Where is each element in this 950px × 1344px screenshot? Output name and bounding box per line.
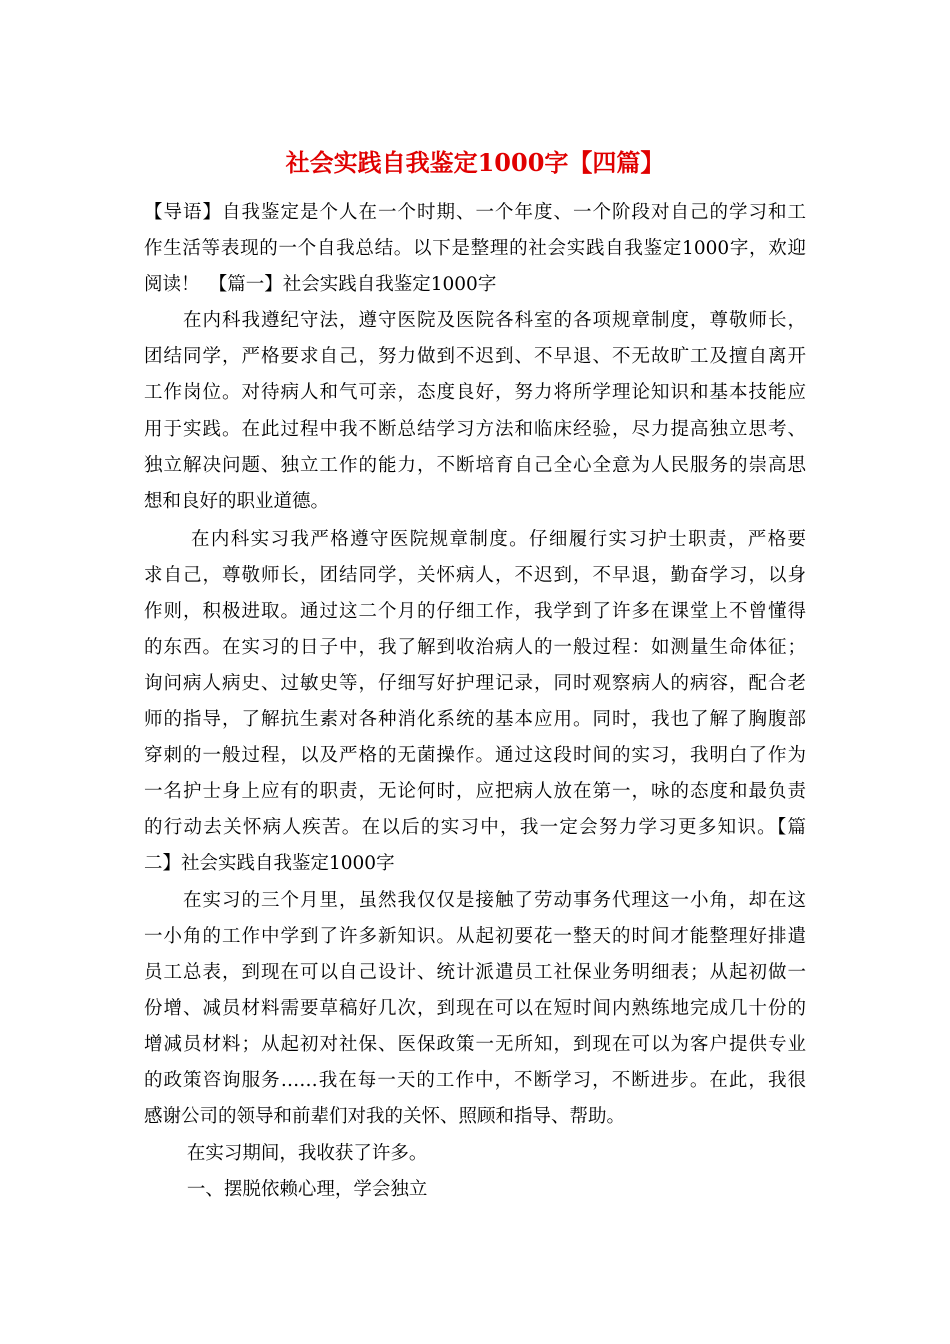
text-line: 份增、减员材料需要草稿好几次，到现在可以在短时间内熟练地完成几十份的 [144,998,806,1019]
text-line: 团结同学，严格要求自己，努力做到不迟到、不早退、不无故旷工及擅自离开 [144,346,806,367]
text-line: 求自己，尊敬师长，团结同学，关怀病人，不迟到，不早退，勤奋学习，以身 [144,565,806,586]
text-line: 想和良好的职业道德。 [144,491,330,512]
text-line: 在实习的三个月里，虽然我仅仅是接触了劳动事务代理这一小角，却在这 [144,890,806,911]
text-line: 的政策咨询服务……我在每一天的工作中，不断学习，不断进步。在此，我很 [144,1070,806,1091]
text-line: 一名护士身上应有的职责，无论何时，应把病人放在第一，咏的态度和最负责 [144,781,806,802]
text-line: 工作岗位。对待病人和气可亲，态度良好，努力将所学理论知识和基本技能应 [144,382,806,403]
text-line: 感谢公司的领导和前辈们对我的关怀、照顾和指导、帮助。 [144,1106,626,1127]
text-line: 员工总表，到现在可以自己设计、统计派遣员工社保业务明细表；从起初做一 [144,962,806,983]
text-line: 在实习期间，我收获了许多。 [144,1143,428,1164]
text-line: 在内科我遵纪守法，遵守医院及医院各科室的各项规章制度，尊敬师长， [144,310,806,331]
text-line: 穿刺的一般过程，以及严格的无菌操作。通过这段时间的实习，我明白了作为 [144,745,806,766]
text-line: 一小角的工作中学到了许多新知识。从起初要花一整天的时间才能整理好排遣 [144,926,806,947]
text-line: 二】社会实践自我鉴定1000字 [144,853,395,874]
text-line: 【导语】自我鉴定是个人在一个时期、一个年度、一个阶段对自己的学习和工 [144,202,806,223]
text-line: 的行动去关怀病人疾苦。在以后的实习中，我一定会努力学习更多知识。【篇 [144,817,806,838]
text-line: 独立解决问题、独立工作的能力，不断培育自己全心全意为人民服务的崇高思 [144,455,806,476]
document-title: 社会实践自我鉴定1000字【四篇】 [285,148,665,177]
text-line: 增减员材料；从起初对社保、医保政策一无所知，到现在可以为客户提供专业 [144,1034,806,1055]
text-line: 作生活等表现的一个自我总结。以下是整理的社会实践自我鉴定1000字，欢迎 [144,238,806,259]
text-line: 询问病人病史、过敏史等，仔细写好护理记录，同时观察病人的病容，配合老 [144,673,806,694]
text-line: 用于实践。在此过程中我不断总结学习方法和临床经验，尽力提高独立思考、 [144,419,806,440]
text-line: 师的指导，了解抗生素对各种消化系统的基本应用。同时，我也了解了胸腹部 [144,709,806,730]
text-line: 的东西。在实习的日子中，我了解到收治病人的一般过程：如测量生命体征； [144,637,806,658]
text-line: 一、摆脱依赖心理，学会独立 [144,1179,428,1200]
text-line: 作则，积极进取。通过这二个月的仔细工作，我学到了许多在课堂上不曾懂得 [144,601,806,622]
text-line: 在内科实习我严格遵守医院规章制度。仔细履行实习护士职责，严格要 [144,529,806,550]
text-line: 阅读！ 【篇一】社会实践自我鉴定1000字 [144,274,497,295]
